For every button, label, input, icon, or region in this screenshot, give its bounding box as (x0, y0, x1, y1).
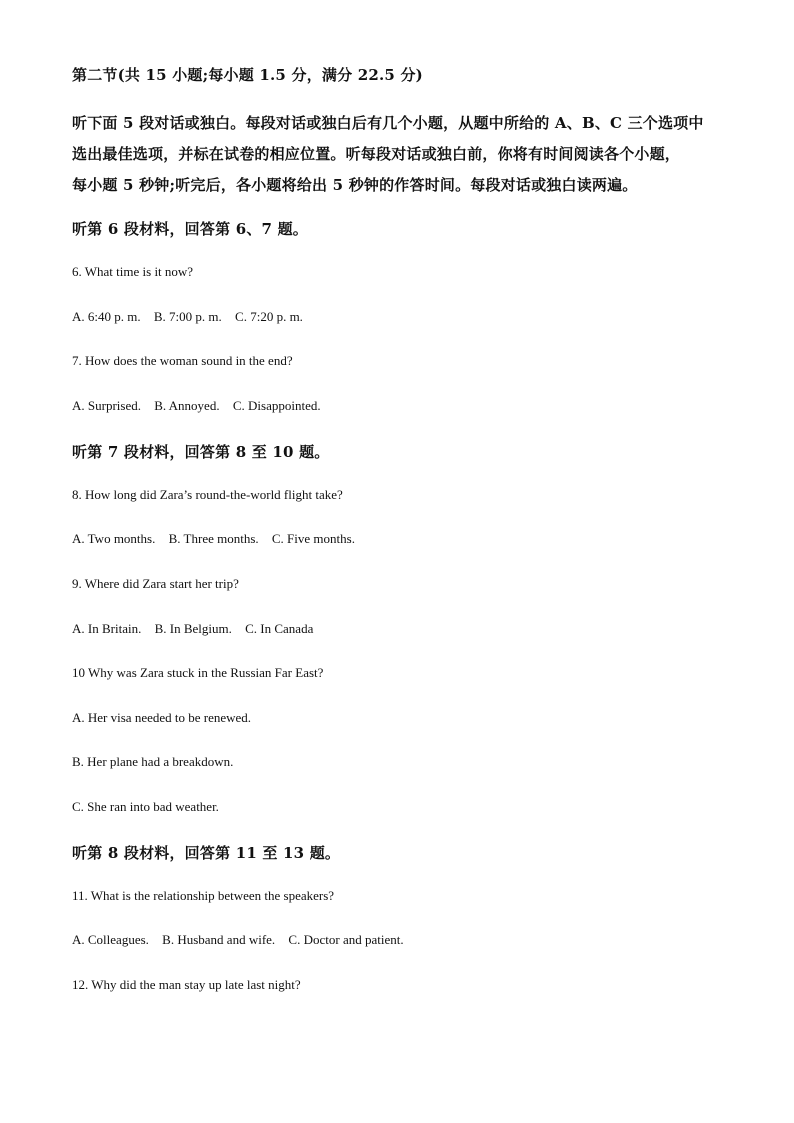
instructions-line-3: 每小题 5 秒钟;听完后，各小题将给出 5 秒钟的作答时间。每段对话或独白读两遍。 (72, 176, 638, 194)
question-10-option-b: B. Her plane had a breakdown. (72, 754, 234, 769)
instructions-line-1: 听下面 5 段对话或独白。每段对话或独白后有几个小题，从题中所给的 A、B、C 三个选项中 (72, 114, 704, 132)
option-b: B. Husband and wife. (162, 932, 276, 947)
question-10-option-a: A. Her visa needed to be renewed. (72, 710, 252, 725)
option-b: B. Three months. (168, 531, 259, 546)
option-a: A. Two months. (72, 531, 156, 546)
option-a: A. In Britain. (72, 621, 142, 636)
option-a: A. Surprised. (72, 398, 141, 413)
passage-heading-6: 听第 6 段材料，回答第 6、7 题。 (72, 220, 309, 238)
option-b: B. In Belgium. (154, 621, 232, 636)
option-c: C. Doctor and patient. (288, 932, 404, 947)
option-a: A. Colleagues. (72, 932, 149, 947)
option-c: C. In Canada (245, 621, 314, 636)
question-6: 6. What time is it now? (72, 264, 194, 279)
question-11-options (72, 932, 414, 948)
question-9-options (72, 621, 323, 637)
passage-heading-8: 听第 8 段材料，回答第 11 至 13 题。 (72, 844, 341, 862)
option-c: C. 7:20 p. m. (235, 309, 303, 324)
option-b: B. Annoyed. (154, 398, 220, 413)
option-c: C. Disappointed. (232, 398, 321, 413)
question-9: 9. Where did Zara start her trip? (72, 576, 239, 591)
instructions-line-2: 选出最佳选项，并标在试卷的相应位置。听每段对话或独白前，你将有时间阅读各个小题， (72, 145, 681, 163)
option-a: A. 6:40 p. m. (72, 309, 141, 324)
question-6-options (72, 309, 313, 325)
option-c: C. Five months. (271, 531, 355, 546)
question-8-options (72, 531, 365, 547)
question-12: 12. Why did the man stay up late last night? (72, 977, 301, 992)
question-8: 8. How long did Zara’s round-the-world flight take? (72, 487, 343, 502)
option-b: B. 7:00 p. m. (153, 309, 222, 324)
question-7-options (72, 398, 331, 414)
section-title: 第二节(共 15 小题;每小题 1.5 分，满分 22.5 分) (72, 66, 423, 84)
question-11: 11. What is the relationship between the speakers? (72, 888, 335, 903)
question-10: 10 Why was Zara stuck in the Russian Far East? (72, 665, 324, 680)
question-7: 7. How does the woman sound in the end? (72, 353, 293, 368)
passage-heading-7: 听第 7 段材料，回答第 8 至 10 题。 (72, 443, 330, 461)
question-10-option-c: C. She ran into bad weather. (72, 799, 219, 814)
